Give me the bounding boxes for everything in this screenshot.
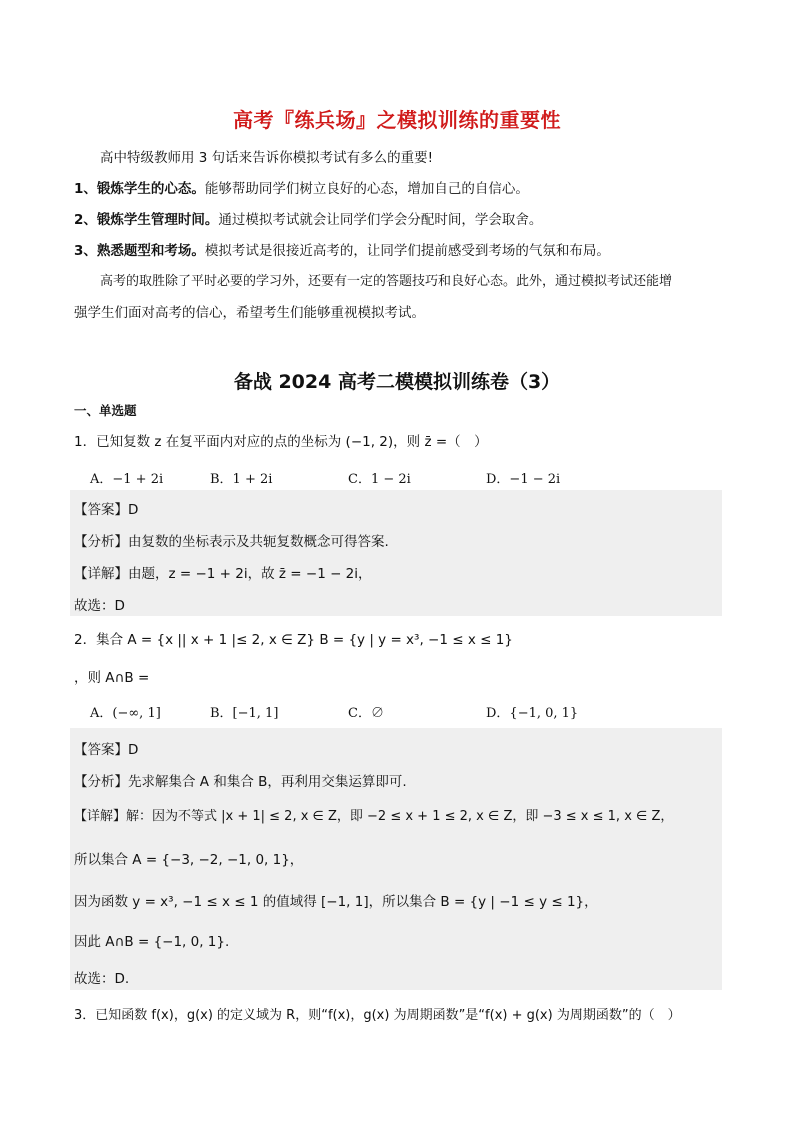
point-number: 3、	[74, 243, 97, 259]
point-number: 2、	[74, 212, 97, 228]
q2-option-a[interactable]: A．(−∞, 1]	[90, 706, 161, 721]
intro-closing-line-2: 强学生们面对高考的信心，希望考生们能够重视模拟考试。	[74, 305, 425, 321]
q1-option-d[interactable]: D．−1 − 2i	[486, 472, 561, 487]
intro-point-1	[74, 177, 529, 197]
point-heading: 锻炼学生的心态。	[96, 181, 205, 197]
point-text: 通过模拟考试就会让同学们学会分配时间，学会取舍。	[218, 212, 543, 228]
section-heading: 一、单选题	[74, 403, 137, 418]
q2-detail-3: 因为函数 y = x³, −1 ≤ x ≤ 1 的值域得 [−1, 1]，所以集合 B = {y | −1 ≤ y ≤ 1}，	[74, 894, 598, 910]
q2-option-b[interactable]: B．[−1, 1]	[210, 706, 279, 721]
intro-lead: 高中特级教师用 3 句话来告诉你模拟考试有多么的重要!	[100, 150, 434, 166]
q2-option-c[interactable]: C．∅	[348, 706, 384, 721]
q2-answer: 【答案】D	[74, 742, 139, 758]
intro-point-2	[74, 208, 542, 228]
q1-analysis: 【分析】由复数的坐标表示及共轭复数概念可得答案.	[74, 534, 389, 550]
point-heading: 熟悉题型和考场。	[96, 243, 205, 259]
q1-conclusion: 故选：D	[74, 598, 125, 614]
q1-answer: 【答案】D	[74, 502, 139, 518]
q2-detail-2: 所以集合 A = {−3, −2, −1, 0, 1}，	[74, 852, 304, 868]
point-number: 1、	[74, 181, 97, 197]
exam-title: 备战 2024 高考二模模拟训练卷（3）	[233, 371, 561, 393]
q2-option-d[interactable]: D．{−1, 0, 1}	[486, 706, 579, 721]
q1-option-a[interactable]: A．−1 + 2i	[90, 472, 164, 487]
q2-analysis: 【分析】先求解集合 A 和集合 B，再利用交集运算即可.	[74, 774, 407, 790]
q2-conclusion: 故选：D.	[74, 971, 130, 987]
q1-detail: 【详解】由题，z = −1 + 2i，故 z̄ = −1 − 2i，	[74, 566, 372, 582]
q3-stem: 3．已知函数 f(x)，g(x) 的定义域为 R，则“f(x)，g(x) 为周期函数”是“f(x) + g(x) 为周期函数”的（ ）	[74, 1008, 681, 1023]
point-text: 能够帮助同学们树立良好的心态，增加自己的自信心。	[204, 181, 529, 197]
intro-closing-line-1: 高考的取胜除了平时必要的学习外，还要有一定的答题技巧和良好心态。此外，通过模拟考试还能增	[100, 274, 673, 289]
q2-detail-4: 因此 A∩B = {−1, 0, 1}.	[74, 934, 230, 950]
q1-stem: 1．已知复数 z 在复平面内对应的点的坐标为 (−1, 2)，则 z̄ =（ ）	[74, 434, 488, 450]
q2-stem-line-2: ，则 A∩B =	[74, 670, 150, 686]
q1-answer-box	[70, 490, 722, 616]
point-heading: 锻炼学生管理时间。	[96, 212, 219, 228]
intro-title: 高考『练兵场』之模拟训练的重要性	[233, 108, 561, 132]
point-text: 模拟考试是很接近高考的，让同学们提前感受到考场的气氛和布局。	[204, 243, 610, 259]
q2-stem-line-1: 2．集合 A = {x || x + 1 |≤ 2, x ∈ Z} B = {y | y = x³, −1 ≤ x ≤ 1}	[74, 632, 513, 648]
q2-detail-1: 【详解】解：因为不等式 |x + 1| ≤ 2, x ∈ Z，即 −2 ≤ x + 1 ≤ 2, x ∈ Z，即 −3 ≤ x ≤ 1, x ∈ Z，	[74, 809, 674, 824]
q1-option-c[interactable]: C．1 − 2i	[348, 472, 411, 487]
intro-point-3	[74, 239, 610, 259]
q1-option-b[interactable]: B．1 + 2i	[210, 472, 273, 487]
